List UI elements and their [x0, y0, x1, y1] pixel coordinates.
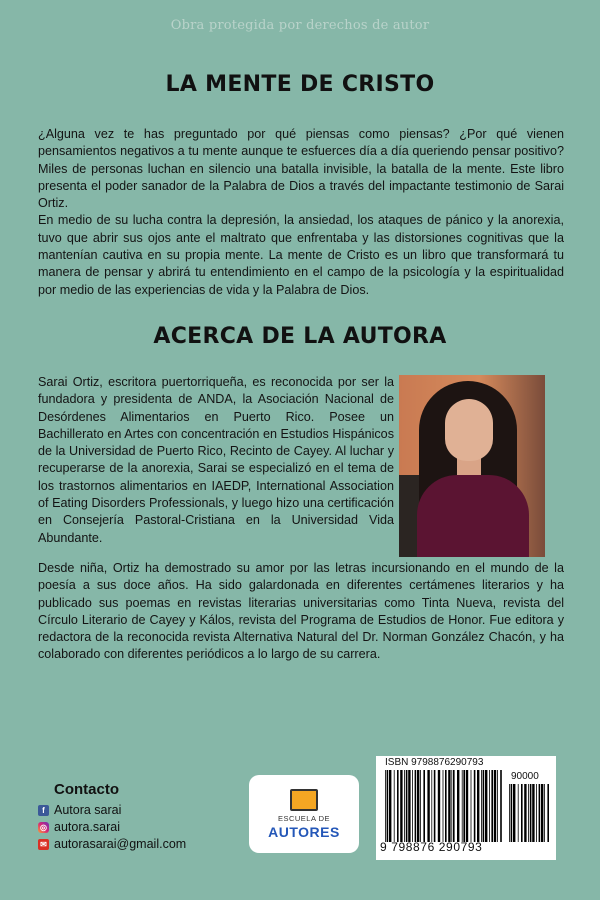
email-contact[interactable] [38, 837, 186, 851]
about-author-heading: ACERCA DE LA AUTORA [153, 324, 447, 349]
barcode-addon-bars [509, 784, 549, 842]
author-bio-paragraph-1: Sarai Ortiz, escritora puertorriqueña, es reconocida por ser la fundadora y presidenta de ANDA, la Asociación Nacional de Desórdenes Alimentarios en Puerto Rico. Posee un Bachillerato en Artes con concentración en Estudios Hispánicos de la Universidad de Puerto Rico, Recinto de Cayey. Al luchar y recuperarse de la anorexia, Sarai se especializó en el tema de los trastornos alimentarios en IAEDP, International Association of Eating Disorders Professionals, y luego hizo una certificación en Consejería Pastoral-Cristiana en la Universidad Vida Abundante. [38, 375, 394, 545]
book-synopsis [38, 126, 564, 299]
book-title: LA MENTE DE CRISTO [165, 72, 435, 97]
isbn-barcode [376, 756, 556, 860]
computer-icon [290, 789, 318, 811]
facebook-contact[interactable] [38, 803, 121, 817]
copyright-watermark-top: Obra protegida por derechos de autor [170, 18, 430, 33]
synopsis-text: ¿Alguna vez te has preguntado por qué piensas como piensas? ¿Por qué vienen pensamientos negativos a tu mente aunque te esfuerces día a día queriendo pensar positivo? Miles de personas luchan en silencio una batalla invisible, la batalla de la mente. Este libro presenta el poder sanador de la Palabra de Dios a través del impactante testimonio de Sarai Ortiz. En medio de su lucha contra la depresión, la ansiedad, los ataques de pánico y la anorexia, tuvo que abrir sus ojos ante el maltrato que enfrentaba y las distorsiones cognitivas que la mantenían cautiva en su propia mente. La mente de Cristo es un libro que transformará tu manera de pensar y abrirá tu entendimiento en el campo de la psicología y la espiritualidad por medio de las experiencias de vida y la Palabra de Dios. [38, 127, 564, 297]
publisher-logo [249, 775, 359, 853]
instagram-contact[interactable] [38, 820, 120, 834]
isbn-label: ISBN 9798876290793 [385, 757, 484, 768]
email-address: autorasarai@gmail.com [54, 837, 187, 851]
publisher-line2: AUTORES [268, 823, 340, 840]
contact-heading: Contacto [54, 781, 119, 798]
email-icon: ✉ [38, 839, 49, 850]
barcode-digits: 9 798876 290793 [380, 840, 483, 854]
price-code: 90000 [511, 771, 539, 782]
facebook-handle: Autora sarai [54, 803, 122, 817]
instagram-icon: ◎ [38, 822, 49, 833]
facebook-icon: f [38, 805, 49, 816]
barcode-main-bars [385, 770, 503, 842]
author-bio-paragraph-2: Desde niña, Ortiz ha demostrado su amor por las letras incursionando en el mundo de la poesía a sus doce años. Ha sido galardonada en diferentes certámenes literarios y ha publicado sus poemas en revistas literarias universitarias como Tinta Nueva, revista del Círculo Literario de Cayey y Kálos, revista del Programa de Estudios de Honor. Fue editora y redactora de la reconocida revista Alternativa Natural del Dr. Norman González Chacón, y ha colaborado con diferentes periódicos a lo largo de su carrera. [38, 561, 564, 662]
instagram-handle: autora.sarai [54, 820, 121, 834]
publisher-line1: ESCUELA DE [277, 813, 331, 823]
author-photo [399, 375, 545, 557]
